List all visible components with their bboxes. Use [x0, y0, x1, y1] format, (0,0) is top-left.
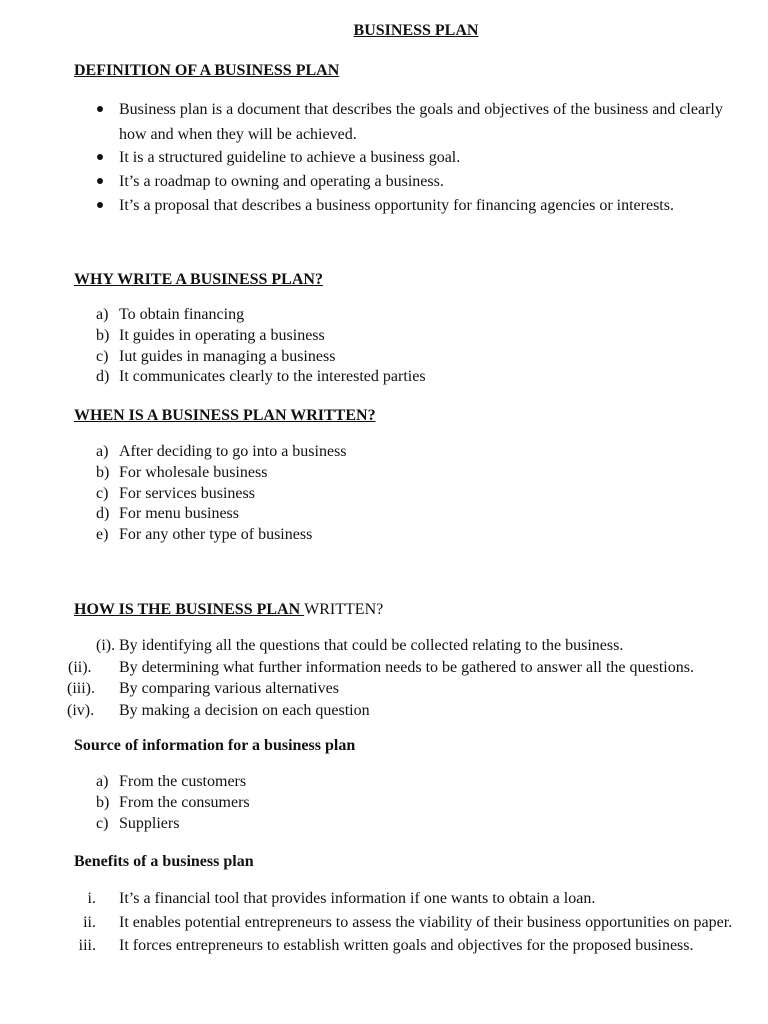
bullet-icon: [97, 106, 103, 112]
list-item-text: From the customers: [119, 773, 247, 790]
list-item-text: By comparing various alternatives: [119, 680, 339, 697]
list-marker: c): [96, 347, 109, 365]
list-item-text: It forces entrepreneurs to establish written goals and objectives for the proposed business.: [119, 937, 694, 954]
list-item: [0, 814, 768, 835]
list-marker: (ii).: [68, 658, 92, 676]
list-item-text: After deciding to go into a business: [119, 443, 347, 460]
sources-list: [0, 772, 768, 834]
list-item-text: It’s a roadmap to owning and operating a business.: [119, 173, 444, 190]
how-list: [0, 635, 768, 721]
how-heading-plain: WRITTEN?: [304, 601, 384, 618]
benefits-heading: [74, 853, 254, 871]
list-item: [0, 678, 768, 700]
list-item-text: To obtain financing: [119, 306, 245, 323]
list-item-text: For wholesale business: [119, 463, 268, 481]
when-heading-text: WHEN IS A BUSINESS PLAN WRITTEN?: [74, 407, 376, 424]
list-marker: a): [96, 443, 109, 460]
list-item: [0, 887, 768, 911]
list-marker: (iv).: [67, 701, 95, 719]
list-item: [0, 700, 768, 722]
list-item-text: Suppliers: [119, 814, 180, 832]
list-item: [0, 305, 768, 326]
document-title: BUSINESS PLAN: [353, 22, 479, 39]
list-item: [0, 193, 768, 218]
list-item: [0, 97, 768, 147]
when-heading: [74, 407, 376, 425]
list-item: [0, 525, 768, 546]
list-item-text: From the consumers: [119, 793, 250, 811]
benefits-list: [0, 887, 768, 958]
list-item-text: It’s a financial tool that provides information if one wants to obtain a loan.: [119, 890, 596, 907]
bullet-icon: [97, 178, 103, 184]
bullet-icon: [97, 154, 103, 160]
list-marker: (i).: [96, 637, 116, 654]
list-item-text: Iut guides in managing a business: [119, 347, 336, 365]
list-item-text: For menu business: [119, 505, 239, 523]
list-marker: d): [96, 505, 110, 523]
list-item-text: Business plan is a document that describes the goals and objectives of the business and clearly how and when they will be achieved.: [119, 101, 723, 143]
how-heading: [74, 601, 383, 619]
list-marker: c): [96, 484, 109, 502]
list-item: [0, 484, 768, 505]
how-heading-underlined: HOW IS THE BUSINESS PLAN: [74, 601, 305, 618]
why-list: [0, 305, 768, 388]
sources-heading: [74, 737, 355, 755]
list-item: [0, 635, 768, 657]
list-marker: a): [96, 306, 109, 323]
list-item: [0, 367, 768, 388]
list-item: [0, 772, 768, 793]
definition-list: [0, 97, 768, 218]
list-item: [0, 934, 768, 958]
definition-heading-text: DEFINITION OF A BUSINESS PLAN: [74, 62, 340, 79]
list-item-text: By determining what further information needs to be gathered to answer all the questions.: [119, 658, 694, 676]
list-marker: b): [96, 463, 110, 481]
list-item-text: It enables potential entrepreneurs to assess the viability of their business opportunities on paper.: [119, 913, 733, 931]
list-item: [0, 169, 768, 194]
list-item-text: It’s a proposal that describes a business opportunity for financing agencies or interests.: [119, 197, 674, 214]
list-marker: d): [96, 368, 110, 386]
when-list: [0, 442, 768, 546]
list-marker: (iii).: [67, 680, 95, 697]
list-item: [0, 463, 768, 484]
list-item: [0, 145, 768, 170]
list-marker: a): [96, 773, 109, 790]
list-item: [0, 911, 768, 935]
list-item-text: By making a decision on each question: [119, 701, 370, 719]
list-item-text: It guides in operating a business: [119, 326, 325, 344]
list-item: [0, 657, 768, 679]
benefits-heading-text: Benefits of a business plan: [74, 853, 254, 870]
list-marker: i.: [87, 890, 96, 907]
list-item: [0, 347, 768, 368]
list-item: [0, 504, 768, 525]
list-item-text: It is a structured guideline to achieve a business goal.: [119, 149, 461, 166]
list-marker: ii.: [83, 913, 96, 931]
list-item: [0, 326, 768, 347]
list-item-text: For any other type of business: [119, 526, 313, 544]
list-marker: iii.: [78, 937, 96, 954]
list-item-text: For services business: [119, 484, 255, 502]
why-heading-text: WHY WRITE A BUSINESS PLAN?: [74, 271, 323, 288]
list-marker: b): [96, 326, 110, 344]
list-marker: c): [96, 814, 109, 832]
sources-heading-text: Source of information for a business plan: [74, 737, 356, 754]
list-item: [0, 442, 768, 463]
list-marker: b): [96, 793, 110, 811]
list-item-text: It communicates clearly to the interested parties: [119, 368, 426, 386]
list-item-text: By identifying all the questions that could be collected relating to the business.: [119, 637, 624, 654]
definition-heading: [74, 62, 339, 80]
bullet-icon: [97, 202, 103, 208]
list-item: [0, 793, 768, 814]
why-heading: [74, 271, 323, 289]
list-marker: e): [96, 526, 109, 544]
